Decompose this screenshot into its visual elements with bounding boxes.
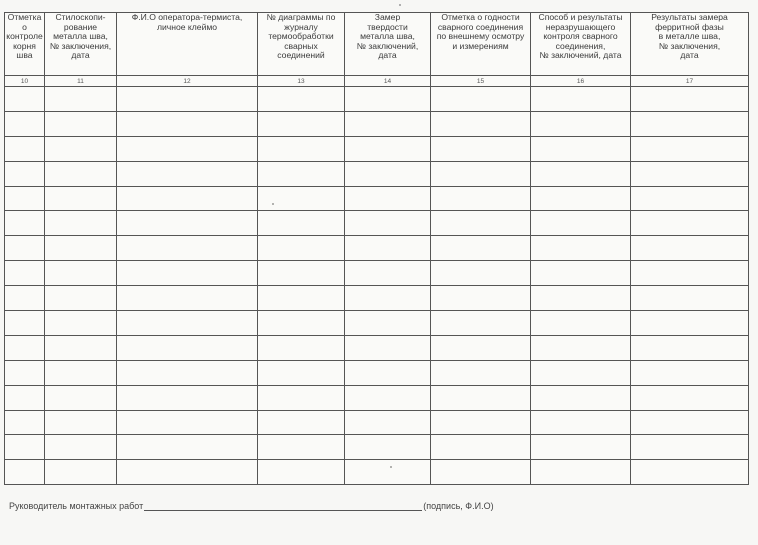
table-cell[interactable]: [258, 136, 345, 161]
table-cell[interactable]: [431, 385, 531, 410]
table-cell[interactable]: [345, 460, 431, 485]
table-cell[interactable]: [345, 435, 431, 460]
table-cell[interactable]: [117, 286, 258, 311]
table-cell[interactable]: [431, 161, 531, 186]
table-cell[interactable]: [117, 211, 258, 236]
table-cell[interactable]: [45, 360, 117, 385]
table-cell[interactable]: [258, 261, 345, 286]
table-cell[interactable]: [345, 360, 431, 385]
table-row: [5, 87, 749, 112]
table-row: [5, 435, 749, 460]
table-cell[interactable]: [45, 261, 117, 286]
table-cell[interactable]: [5, 385, 45, 410]
table-cell[interactable]: [431, 211, 531, 236]
table-cell[interactable]: [631, 161, 749, 186]
table-cell[interactable]: [531, 186, 631, 211]
table-cell[interactable]: [345, 211, 431, 236]
table-cell[interactable]: [117, 136, 258, 161]
table-cell[interactable]: [631, 286, 749, 311]
table-cell[interactable]: [45, 186, 117, 211]
table-cell[interactable]: [117, 410, 258, 435]
scan-speck: [390, 466, 392, 468]
table-cell[interactable]: [258, 311, 345, 336]
column-number: 12: [117, 76, 258, 87]
table-cell[interactable]: [531, 286, 631, 311]
table-row: [5, 286, 749, 311]
table-cell[interactable]: [431, 360, 531, 385]
table-cell[interactable]: [345, 136, 431, 161]
table-cell[interactable]: [258, 335, 345, 360]
table-row: [5, 136, 749, 161]
table-cell[interactable]: [531, 335, 631, 360]
table-cell[interactable]: [531, 410, 631, 435]
table-cell[interactable]: [631, 236, 749, 261]
signature-field[interactable]: [144, 500, 422, 511]
table-cell[interactable]: [631, 410, 749, 435]
journal-body: [5, 87, 749, 485]
header-styloscopy: Стилоскопи- рование металла шва, № заключения, дата: [45, 13, 117, 76]
table-cell[interactable]: [531, 161, 631, 186]
table-cell[interactable]: [431, 311, 531, 336]
table-cell[interactable]: [5, 161, 45, 186]
table-row: [5, 360, 749, 385]
table-cell[interactable]: [5, 111, 45, 136]
table-cell[interactable]: [117, 311, 258, 336]
table-cell[interactable]: [117, 261, 258, 286]
header-hardness: Замер твердости металла шва, № заключений, дата: [345, 13, 431, 76]
table-cell[interactable]: [5, 311, 45, 336]
table-cell[interactable]: [631, 136, 749, 161]
table-cell[interactable]: [117, 161, 258, 186]
table-cell[interactable]: [345, 236, 431, 261]
table-cell[interactable]: [345, 261, 431, 286]
table-cell[interactable]: [5, 261, 45, 286]
table-row: [5, 186, 749, 211]
signature-line: [9, 500, 494, 511]
table-cell[interactable]: [431, 286, 531, 311]
table-cell[interactable]: [345, 311, 431, 336]
table-cell[interactable]: [45, 211, 117, 236]
table-cell[interactable]: [5, 335, 45, 360]
table-cell[interactable]: [5, 410, 45, 435]
table-cell[interactable]: [258, 460, 345, 485]
table-cell[interactable]: [45, 435, 117, 460]
table-cell[interactable]: [345, 161, 431, 186]
table-cell[interactable]: [345, 410, 431, 435]
table-cell[interactable]: [258, 360, 345, 385]
table-cell[interactable]: [345, 186, 431, 211]
table-cell[interactable]: [258, 161, 345, 186]
column-number: 13: [258, 76, 345, 87]
table-cell[interactable]: [531, 111, 631, 136]
table-cell[interactable]: [45, 460, 117, 485]
table-cell[interactable]: [258, 385, 345, 410]
table-cell[interactable]: [631, 111, 749, 136]
column-number-row: [5, 76, 749, 87]
column-number: 15: [431, 76, 531, 87]
table-cell[interactable]: [631, 186, 749, 211]
column-number: 14: [345, 76, 431, 87]
table-cell[interactable]: [345, 335, 431, 360]
journal-table: [4, 12, 749, 485]
table-cell[interactable]: [258, 410, 345, 435]
table-cell[interactable]: [631, 87, 749, 112]
table-cell[interactable]: [117, 87, 258, 112]
table-cell[interactable]: [631, 211, 749, 236]
table-cell[interactable]: [531, 311, 631, 336]
scan-speck: [399, 4, 401, 6]
table-cell[interactable]: [631, 460, 749, 485]
table-cell[interactable]: [531, 87, 631, 112]
table-cell[interactable]: [117, 236, 258, 261]
header-root-control: Отметка о контроле корня шва: [5, 13, 45, 76]
table-cell[interactable]: [431, 186, 531, 211]
table-cell[interactable]: [5, 136, 45, 161]
table-row: [5, 161, 749, 186]
table-cell[interactable]: [5, 87, 45, 112]
table-row: [5, 211, 749, 236]
table-cell[interactable]: [117, 360, 258, 385]
table-cell[interactable]: [431, 410, 531, 435]
table-cell[interactable]: [431, 111, 531, 136]
table-cell[interactable]: [431, 435, 531, 460]
table-cell[interactable]: [631, 335, 749, 360]
table-cell[interactable]: [45, 111, 117, 136]
table-cell[interactable]: [117, 186, 258, 211]
table-cell[interactable]: [5, 186, 45, 211]
table-cell[interactable]: [345, 111, 431, 136]
table-cell[interactable]: [431, 87, 531, 112]
table-cell[interactable]: [531, 136, 631, 161]
table-cell[interactable]: [45, 161, 117, 186]
column-number: 11: [45, 76, 117, 87]
table-cell[interactable]: [45, 87, 117, 112]
header-diagram-number: № диаграммы по журналу термообработки сварных соединений: [258, 13, 345, 76]
table-cell[interactable]: [258, 236, 345, 261]
table-cell[interactable]: [631, 385, 749, 410]
table-row: [5, 385, 749, 410]
table-cell[interactable]: [117, 111, 258, 136]
table-cell[interactable]: [431, 460, 531, 485]
header-ndt-results: Способ и результаты неразрушающего контроля сварного соединения, № заключений, дата: [531, 13, 631, 76]
journal-sheet: [4, 12, 748, 485]
table-row: [5, 236, 749, 261]
header-row: [5, 13, 749, 76]
table-cell[interactable]: [258, 211, 345, 236]
header-visual-inspection: Отметка о годности сварного соединения по внешнему осмотру и измерениям: [431, 13, 531, 76]
table-cell[interactable]: [531, 236, 631, 261]
table-cell[interactable]: [258, 87, 345, 112]
table-cell[interactable]: [531, 385, 631, 410]
column-number: 10: [5, 76, 45, 87]
header-operator: Ф.И.О оператора-термиста, личное клеймо: [117, 13, 258, 76]
table-cell[interactable]: [345, 286, 431, 311]
table-cell[interactable]: [531, 460, 631, 485]
table-cell[interactable]: [631, 360, 749, 385]
table-cell[interactable]: [45, 236, 117, 261]
table-row: [5, 460, 749, 485]
table-cell[interactable]: [117, 435, 258, 460]
table-cell[interactable]: [258, 111, 345, 136]
table-cell[interactable]: [631, 435, 749, 460]
table-cell[interactable]: [531, 261, 631, 286]
table-cell[interactable]: [531, 211, 631, 236]
table-cell[interactable]: [531, 360, 631, 385]
table-row: [5, 410, 749, 435]
footer-label: Руководитель монтажных работ: [9, 501, 144, 511]
column-number: 17: [631, 76, 749, 87]
footer-suffix: (подпись, Ф.И.О): [423, 501, 494, 511]
table-cell[interactable]: [631, 311, 749, 336]
table-cell[interactable]: [5, 286, 45, 311]
table-cell[interactable]: [431, 335, 531, 360]
table-cell[interactable]: [45, 286, 117, 311]
table-row: [5, 311, 749, 336]
table-cell[interactable]: [45, 410, 117, 435]
table-cell[interactable]: [45, 335, 117, 360]
table-cell[interactable]: [5, 360, 45, 385]
table-cell[interactable]: [117, 385, 258, 410]
scan-speck: [272, 203, 274, 205]
table-cell[interactable]: [345, 385, 431, 410]
table-cell[interactable]: [5, 435, 45, 460]
table-cell[interactable]: [258, 186, 345, 211]
table-cell[interactable]: [431, 236, 531, 261]
table-row: [5, 111, 749, 136]
table-cell[interactable]: [5, 460, 45, 485]
table-cell[interactable]: [431, 261, 531, 286]
table-cell[interactable]: [531, 435, 631, 460]
table-row: [5, 261, 749, 286]
table-row: [5, 335, 749, 360]
table-cell[interactable]: [45, 311, 117, 336]
table-cell[interactable]: [631, 261, 749, 286]
table-cell[interactable]: [258, 435, 345, 460]
table-cell[interactable]: [117, 460, 258, 485]
table-cell[interactable]: [431, 136, 531, 161]
table-cell[interactable]: [345, 87, 431, 112]
table-cell[interactable]: [117, 335, 258, 360]
table-cell[interactable]: [45, 136, 117, 161]
column-number: 16: [531, 76, 631, 87]
table-cell[interactable]: [45, 385, 117, 410]
header-ferrite-phase: Результаты замера ферритной фазы в металле шва, № заключения, дата: [631, 13, 749, 76]
table-cell[interactable]: [5, 211, 45, 236]
table-cell[interactable]: [258, 286, 345, 311]
table-cell[interactable]: [5, 236, 45, 261]
